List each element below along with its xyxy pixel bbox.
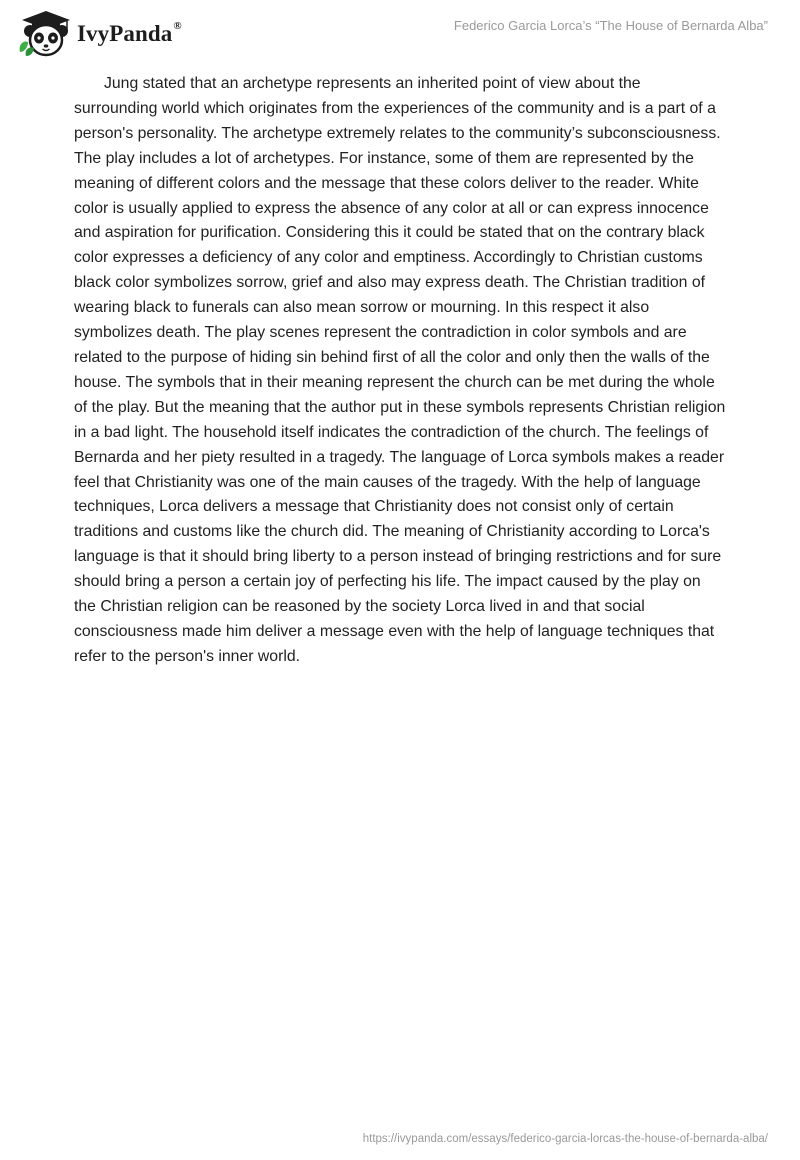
essay-paragraph: Jung stated that an archetype represents an inherited point of view about the surrounding world which originates from the experiences of the community and is a part of a person's personality. The archetype extremely relates to the community’s subconsciousness. The play includes a lot of archetypes. For instance, some of them are represented by the meaning of different colors and the message that these colors deliver to the reader. White color is usually applied to express the absence of any color at all or can express innocence and aspiration for purification. Considering this it could be stated that on the contrary black color expresses a deficiency of any color and emptiness. Accordingly to Christian customs black color symbolizes sorrow, grief and also may express death. The Christian tradition of wearing black to funerals can also mean sorrow or mourning. In this respect it also symbolizes death. The play scenes represent the contradiction in color symbols and are related to the purpose of hiding sin behind first of all the color and only then the walls of the house. The symbols that in their meaning represent the church can be met during the whole of the play. But the meaning that the author put in these symbols represents Christian religion in a bad light. The household itself indicates the contradiction of the church. The feelings of Bernarda and her piety resulted in a tragedy. The language of Lorca symbols makes a reader feel that Christianity was one of the main causes of the tragedy. With the help of language techniques, Lorca delivers a message that Christianity does not consist only of certain traditions and customs like the church did. The meaning of Christianity according to Lorca's language is that it should bring liberty to a person instead of bringing restrictions and for sure should bring a person a certain joy of perfecting his life. The impact caused by the play on the Christian religion can be reasoned by the society Lorca lived in and that social consciousness made him deliver a message even with the help of language techniques that refer to the person's inner world. [74,75,726,665]
logo-name: IvyPanda [77,21,173,46]
source-url[interactable]: https://ivypanda.com/essays/federico-garcia-lorcas-the-house-of-bernarda-alba/ [362,1133,768,1145]
page-header [0,0,800,64]
logo-wordmark [77,21,182,47]
registered-mark: ® [173,20,182,33]
document-title: Federico Garcia Lorca’s “The House of Bernarda Alba” [453,18,768,33]
ivypanda-logo[interactable] [16,8,196,58]
panda-graduate-icon [16,8,76,58]
